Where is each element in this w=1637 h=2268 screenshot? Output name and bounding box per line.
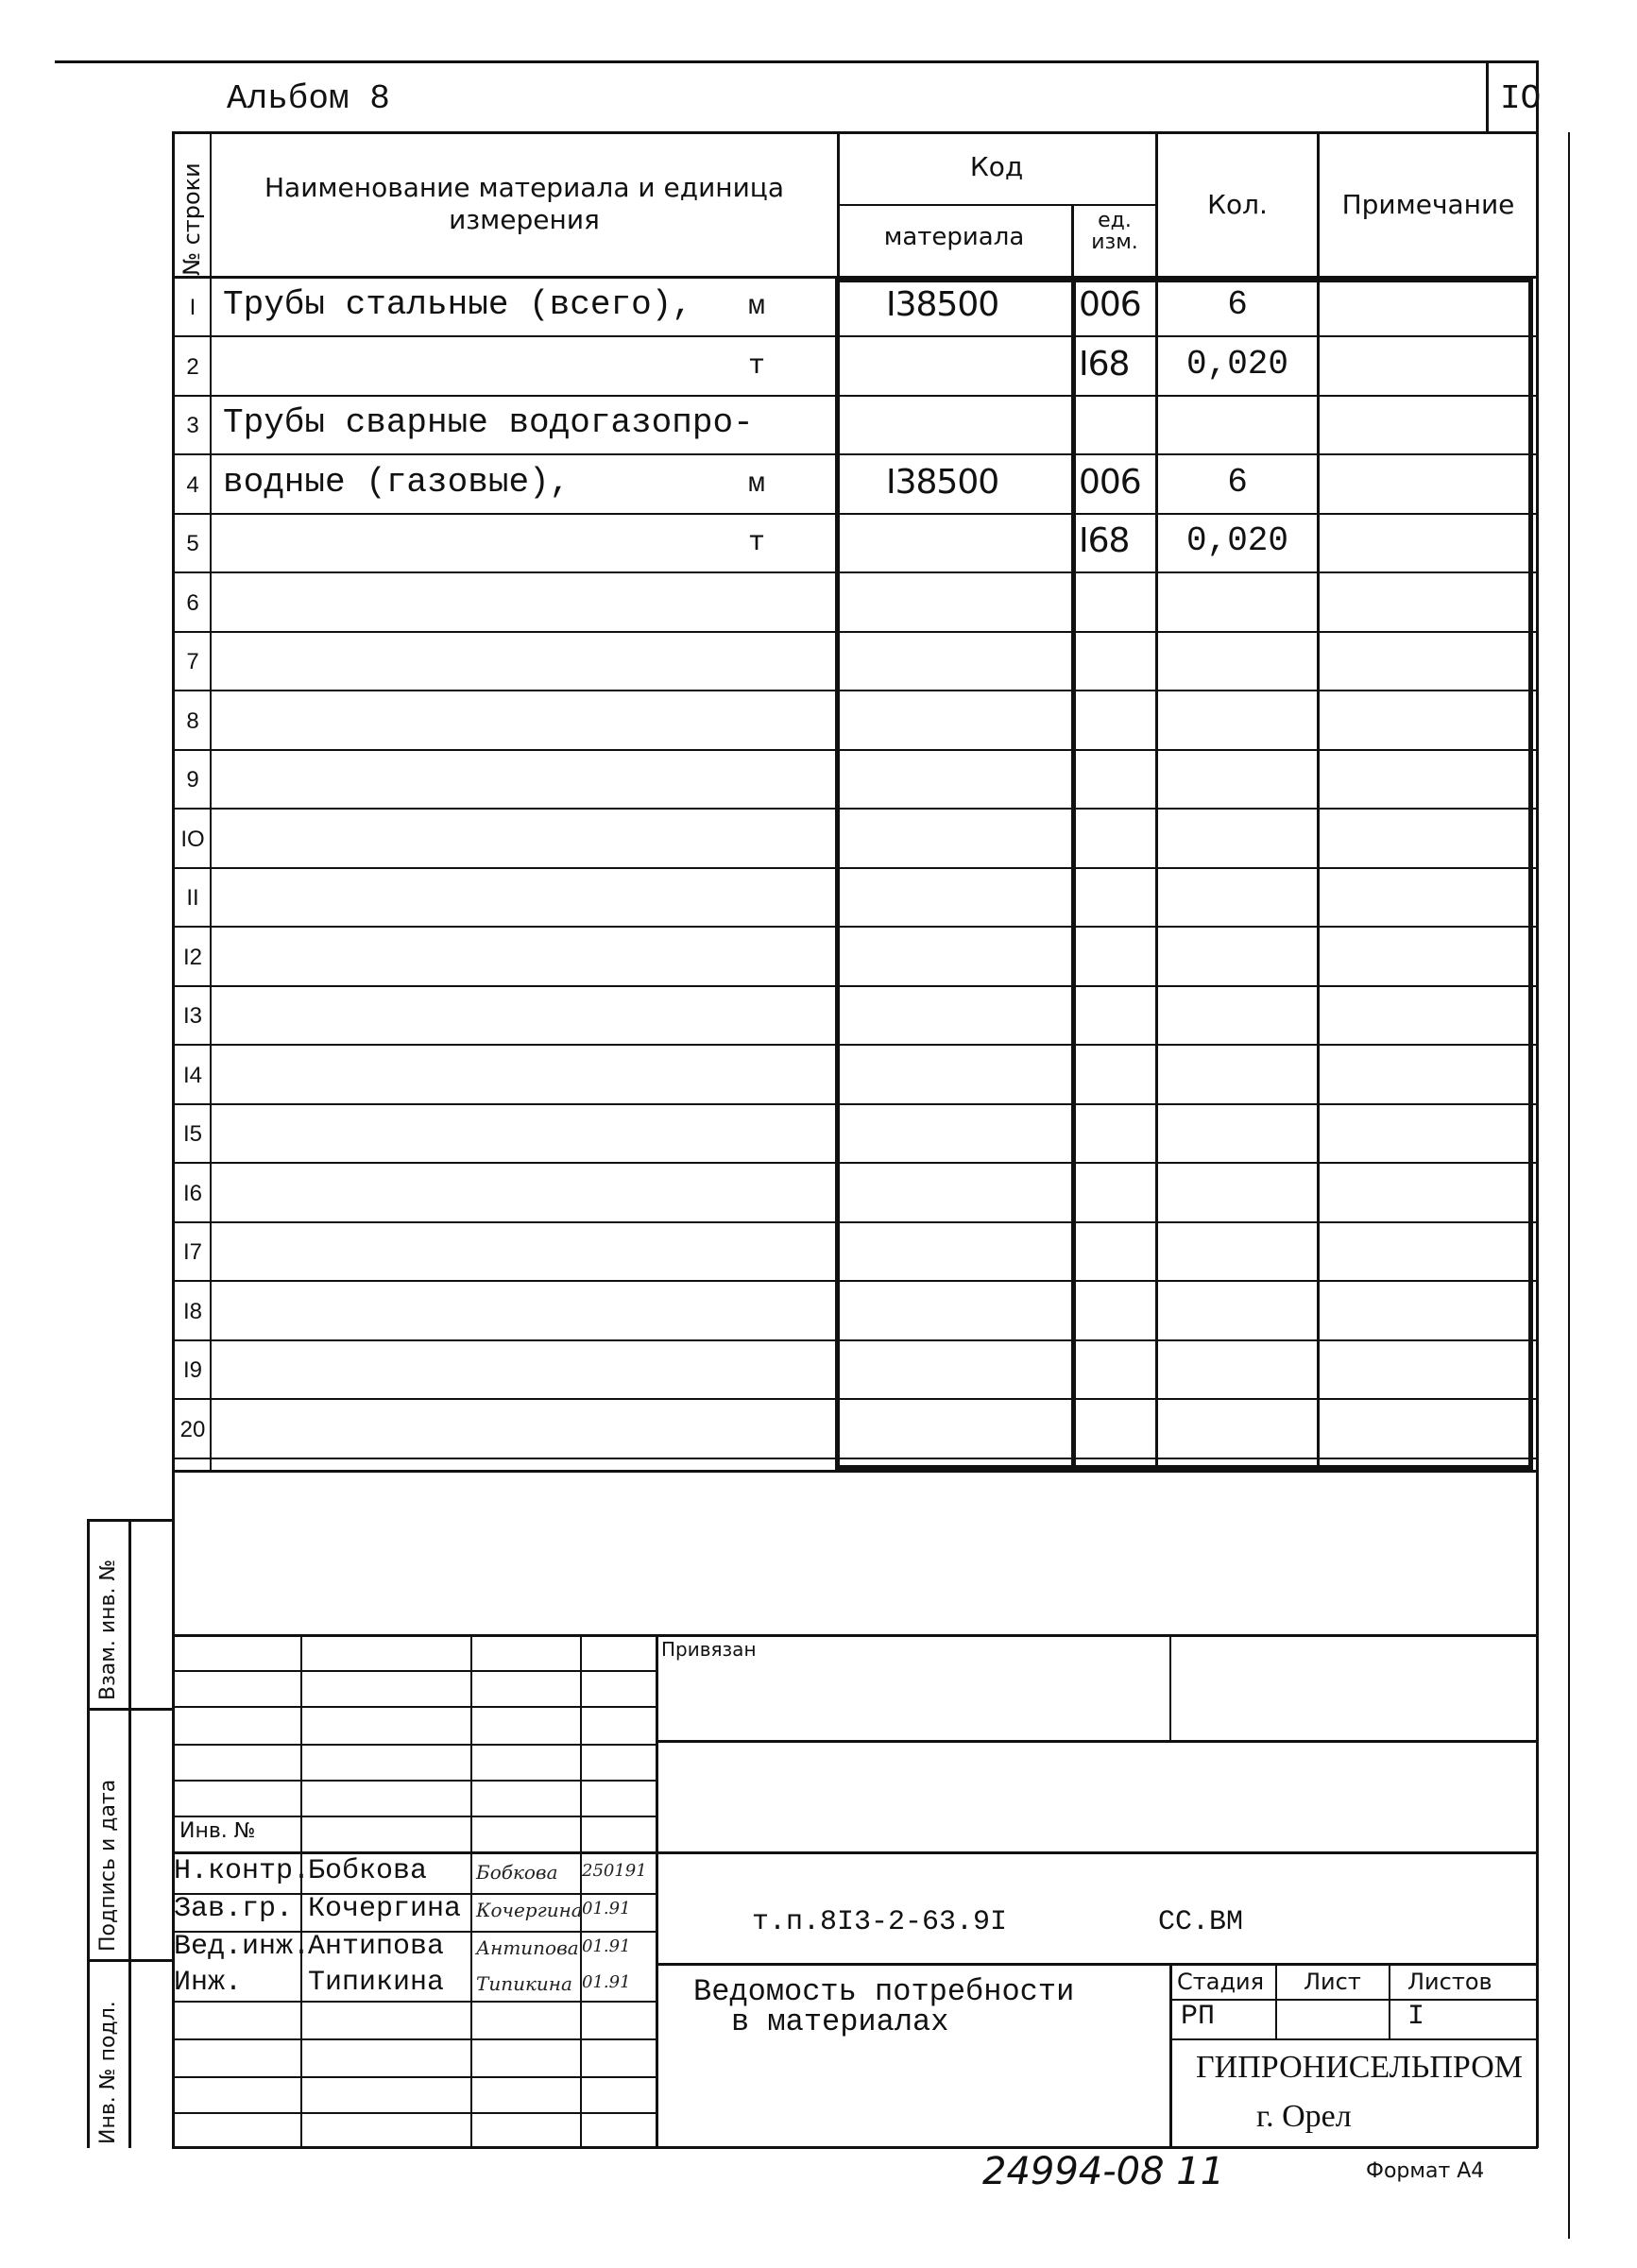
table-row (0, 1222, 1637, 1282)
row-number: 20 (179, 1417, 206, 1442)
table-row (0, 455, 1637, 515)
signatory-role: Н.контр. (174, 1855, 311, 1887)
row-number-header: № строки (179, 162, 205, 276)
row-number: I5 (182, 1121, 202, 1147)
row-number: I7 (182, 1239, 202, 1265)
note-header: Примечание (1341, 189, 1515, 220)
row-number: II (186, 885, 199, 911)
signature: Кочергина (476, 1899, 583, 1921)
sheets-value: I (1407, 2001, 1425, 2033)
organization-name: ГИПРОНИСЕЛЬПРОМ (1196, 2050, 1523, 2085)
quantity: 0,020 (1185, 345, 1289, 384)
table-row (0, 278, 1637, 337)
document-suffix: СС.ВМ (1158, 1906, 1244, 1938)
row-number: 9 (186, 767, 199, 793)
table-row (0, 1164, 1637, 1223)
side-strip-top (87, 1519, 174, 1522)
stamp-row-line (172, 1744, 657, 1746)
signature-date: 01.91 (582, 1972, 631, 1992)
row-number: I4 (182, 1063, 202, 1088)
stamp-row-line (172, 1780, 657, 1782)
table-row (0, 1340, 1637, 1400)
paper-format: Формат А4 (1366, 2159, 1485, 2183)
row-number: IO (180, 827, 205, 852)
signatory-name: Антипова (308, 1931, 445, 1963)
document-title-line1: Ведомость потребности (693, 1974, 1075, 2009)
unit: т (748, 527, 766, 559)
unit-code: 006 (1079, 285, 1141, 324)
stamp-stage-line1 (1169, 1999, 1538, 2001)
table-row (0, 337, 1637, 397)
row-number: 5 (186, 531, 199, 556)
table-row (0, 1104, 1637, 1164)
code-header: Код (969, 151, 1024, 182)
material-code: I38500 (886, 285, 999, 324)
signatory-role: Зав.гр. (174, 1893, 294, 1925)
sheets-label: Листов (1407, 1969, 1492, 1995)
stamp-row-line (172, 1706, 657, 1708)
stamp-privyazan-bottom (656, 1740, 1538, 1743)
row-number: 6 (186, 590, 199, 616)
attached-label: Привязан (661, 1638, 757, 1661)
signatory-name: Кочергина (308, 1893, 462, 1925)
unit: т (748, 350, 766, 383)
material-name: водные (газовые), (223, 463, 571, 502)
stamp-middle-line (172, 1851, 1538, 1854)
sheet-number: IO (1500, 79, 1542, 118)
side-strip-mid (128, 1519, 131, 2148)
table-row (0, 750, 1637, 810)
table-row (0, 396, 1637, 455)
stamp-stage-line2 (1169, 2038, 1538, 2040)
stamp-col-b (470, 1634, 472, 2148)
signature-date: 01.91 (582, 1899, 631, 1918)
signature-date: 01.91 (582, 1936, 631, 1956)
signature: Антипова (476, 1936, 579, 1959)
material-name-header: Наименование материала и единица измерения (264, 172, 784, 235)
side-strip-div1 (87, 1708, 174, 1711)
stamp-col-a (300, 1634, 302, 2148)
original-inventory-label: Инв. № подл. (96, 2001, 120, 2144)
table-row (0, 514, 1637, 573)
stamp-top-line (172, 1634, 1538, 1637)
table-row (0, 810, 1637, 869)
organization-city: г. Орел (1256, 2099, 1352, 2134)
signatory-role: Вед.инж. (174, 1931, 311, 1963)
stamp-col-c (580, 1634, 582, 2148)
stamp-col-e (1169, 1634, 1171, 1740)
code-subheader-line (837, 204, 1156, 206)
stamp-stage-left (1169, 1963, 1172, 2148)
document-title-line2: в материалах (731, 2004, 949, 2039)
album-label: Альбом 8 (227, 79, 390, 118)
stamp-stage-mid (1275, 1963, 1277, 2038)
table-row (0, 868, 1637, 928)
quantity: 6 (1227, 463, 1248, 502)
row-number: 8 (186, 708, 199, 734)
row-divider (172, 1458, 1538, 1459)
unit-code-header: ед. изм. (1091, 209, 1138, 255)
quantity: 0,020 (1185, 521, 1289, 560)
stamp-row-line (172, 2076, 657, 2078)
unit: м (748, 469, 766, 501)
stamp-row-line (172, 2038, 657, 2040)
table-row (0, 1282, 1637, 1341)
table-row (0, 1400, 1637, 1459)
row-number: I3 (182, 1003, 202, 1029)
row-number: 2 (186, 354, 199, 380)
stamp-stage-right (1389, 1963, 1390, 2038)
material-name: Трубы сварные водогазопро- (223, 403, 754, 442)
table-row (0, 691, 1637, 751)
table-row (0, 573, 1637, 633)
stamp-row-line (172, 1816, 657, 1817)
quantity: 6 (1227, 285, 1248, 324)
row-number: I9 (182, 1357, 202, 1383)
stamp-row-line (172, 2001, 657, 2003)
inventory-number-label: Инв. № (179, 1819, 256, 1843)
signatory-role: Инж. (174, 1967, 243, 1999)
signatory-name: Типикина (308, 1967, 445, 1999)
material-name: Трубы стальные (всего), (223, 285, 692, 324)
signature-date: 250191 (582, 1861, 647, 1881)
row-number: I2 (182, 945, 202, 970)
row-number: I8 (182, 1299, 202, 1324)
archive-number: 24994-08 11 (982, 2150, 1225, 2193)
signature: Бобкова (476, 1861, 558, 1884)
table-row (0, 1046, 1637, 1105)
replacement-inventory-label: Взам. инв. № (96, 1559, 120, 1700)
row-number: I6 (182, 1181, 202, 1206)
side-strip-left (87, 1519, 90, 2148)
row-number: I (189, 295, 196, 320)
unit-code: I68 (1079, 345, 1130, 384)
unit-code: 006 (1079, 463, 1141, 502)
sheet-label: Лист (1304, 1969, 1361, 1995)
material-code: I38500 (886, 463, 999, 502)
unit: м (748, 291, 766, 323)
row-number: 4 (186, 472, 199, 498)
table-bottom-line (172, 1470, 1538, 1473)
unit-code: I68 (1079, 521, 1130, 560)
signatory-name: Бобкова (308, 1855, 428, 1887)
stamp-bottom-line (172, 2146, 1538, 2149)
stage-label: Стадия (1177, 1969, 1265, 1995)
stamp-col-d (656, 1634, 658, 2148)
table-row (0, 632, 1637, 691)
stage-value: РП (1181, 2001, 1216, 2033)
quantity-header: Кол. (1207, 189, 1268, 220)
stamp-row-line (172, 1670, 657, 1672)
signature: Типикина (476, 1972, 572, 1995)
table-row (0, 928, 1637, 987)
table-row (0, 986, 1637, 1046)
stamp-row-line (172, 2112, 657, 2114)
row-number: 3 (186, 413, 199, 438)
material-code-header: материала (883, 223, 1025, 251)
sheet-number-divider (1486, 60, 1489, 134)
stamp-lower-line (656, 1963, 1538, 1966)
top-border (55, 60, 1538, 63)
document-code: т.п.8I3-2-63.9I (752, 1906, 1008, 1938)
side-strip-div2 (87, 1959, 174, 1962)
signature-date-label: Подпись и дата (96, 1779, 120, 1952)
header-bottom-line (172, 131, 1538, 134)
row-number: 7 (186, 649, 199, 674)
